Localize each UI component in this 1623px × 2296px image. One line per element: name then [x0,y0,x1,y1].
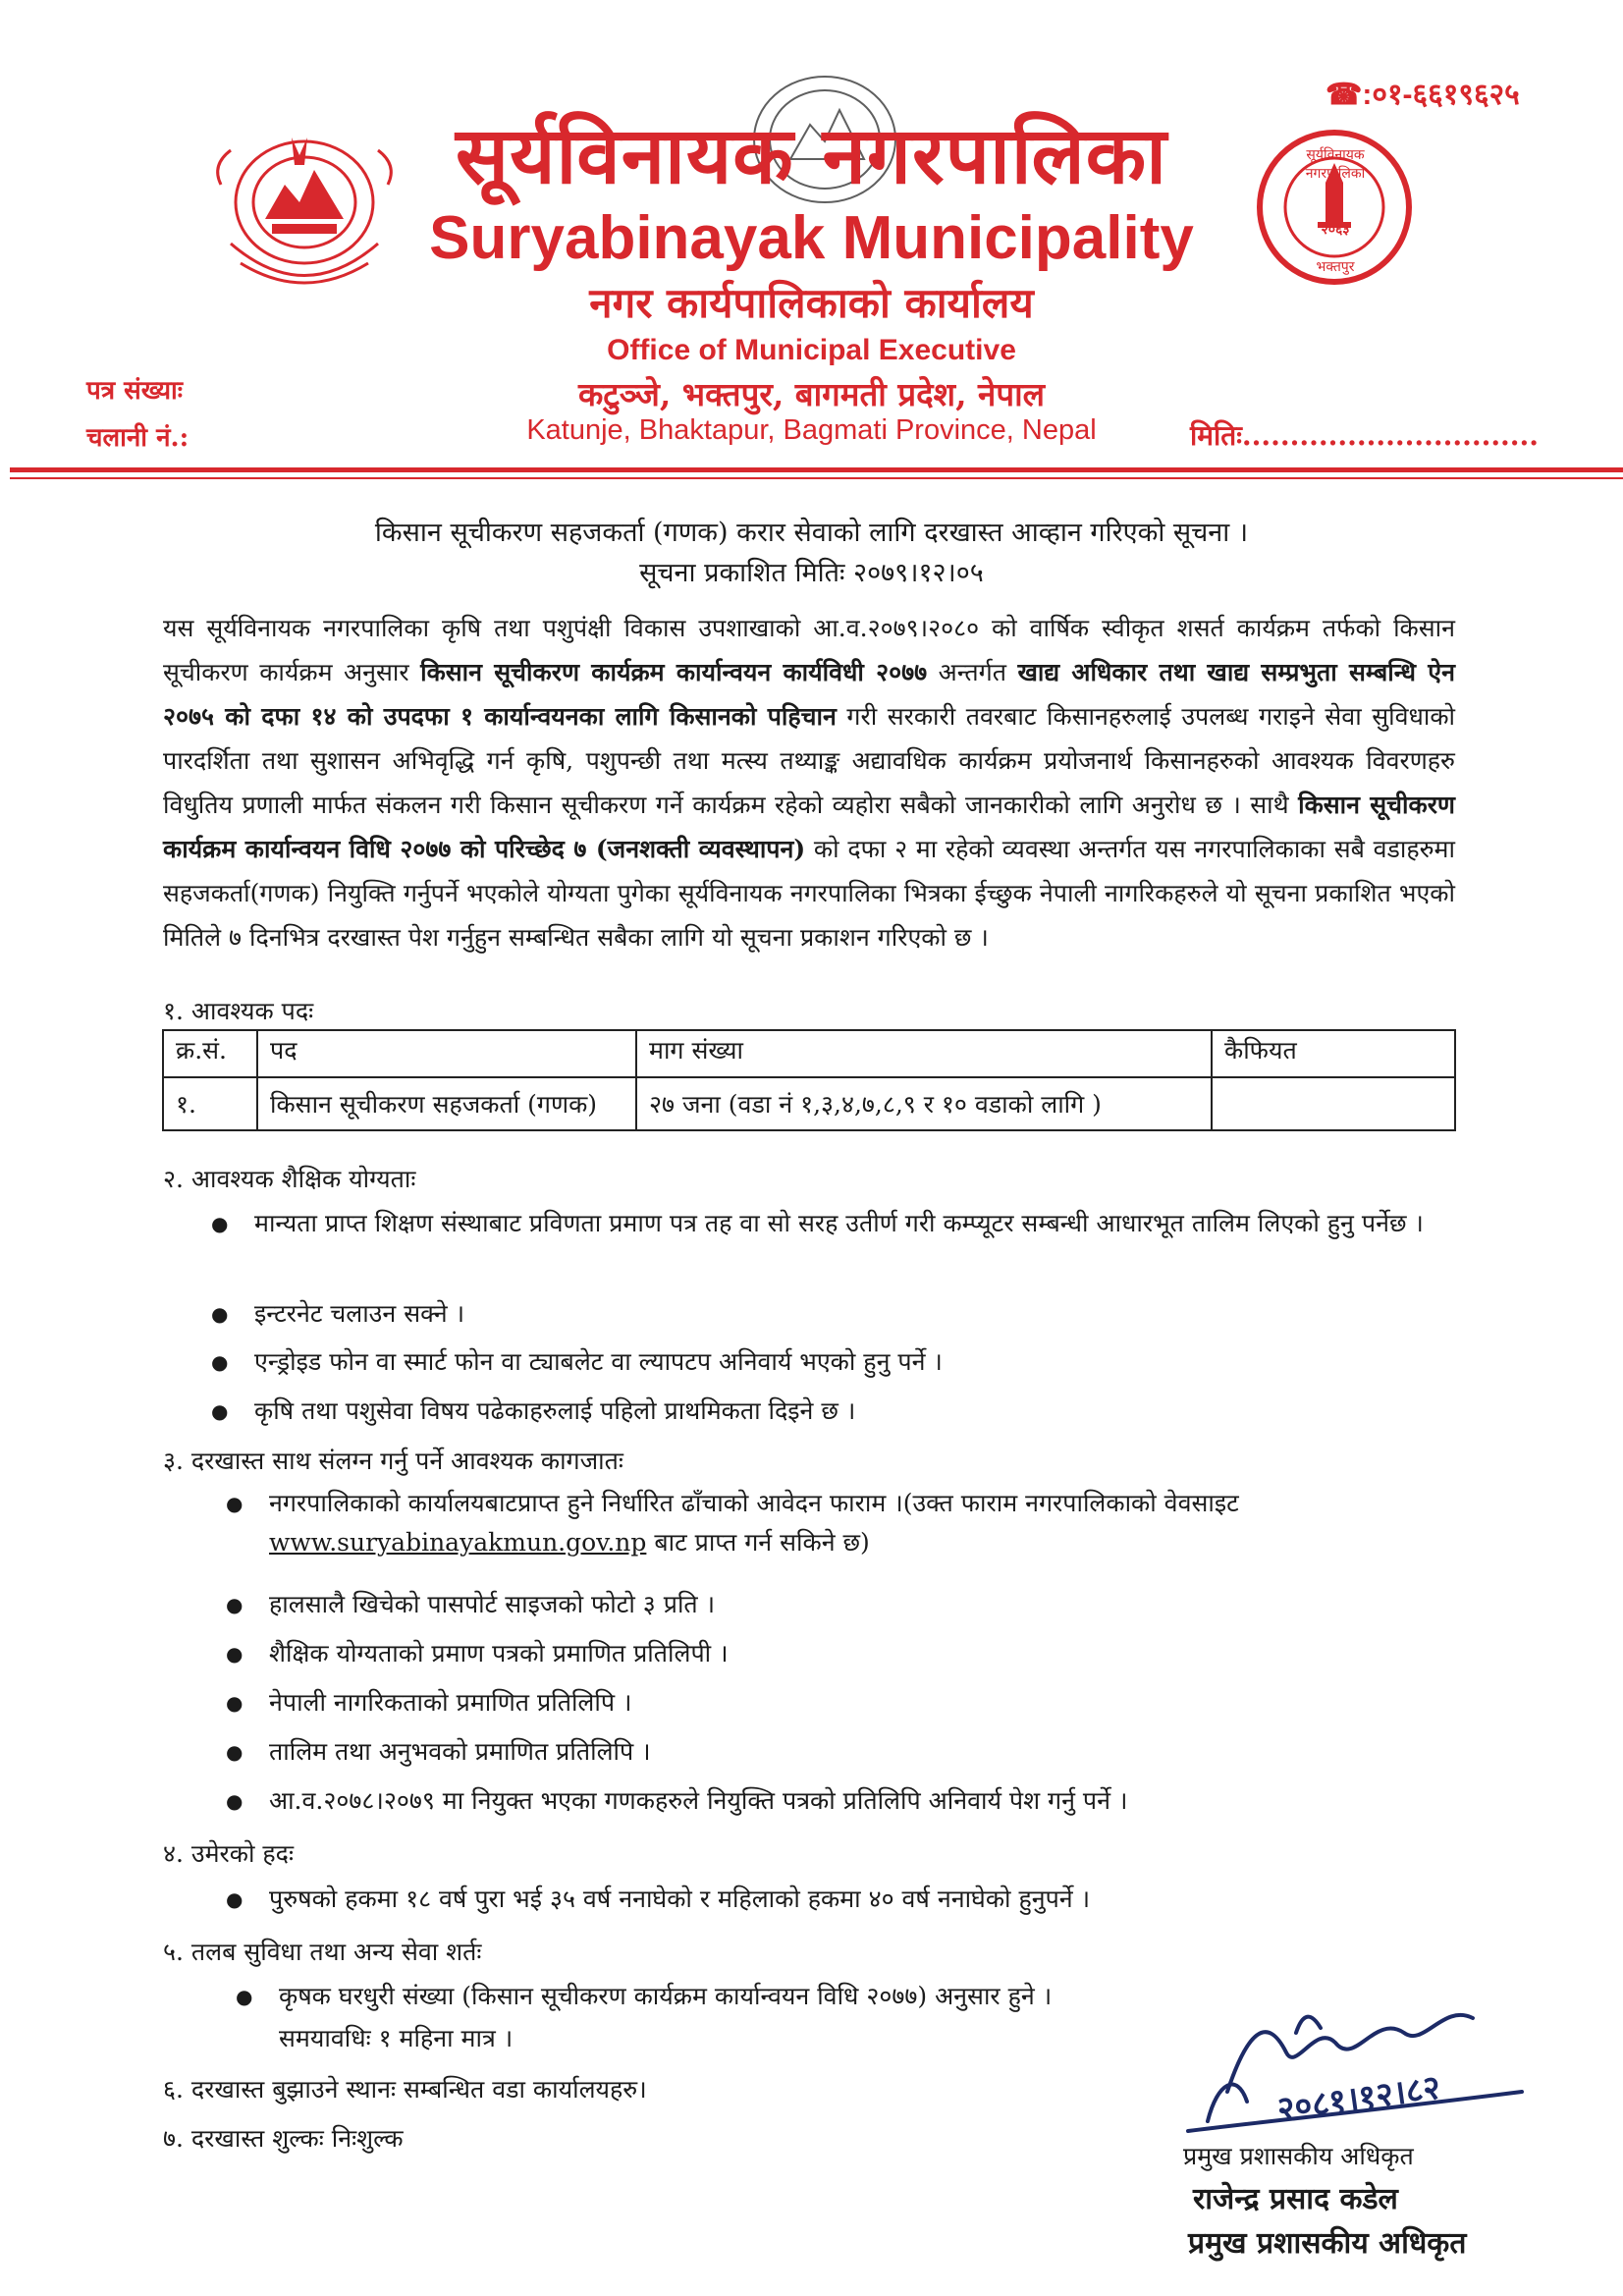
bullet-icon: ● [226,1691,243,1715]
list-item [226,1683,1463,1722]
list-item-text: तालिम तथा अनुभवको प्रमाणित प्रतिलिपि । [269,1737,651,1766]
notice-paragraph [163,606,1455,959]
list-item [211,1204,1458,1243]
bullet-icon: ● [211,1212,229,1235]
list-item-text [269,1484,1463,1562]
list-item-text: इन्टरनेट चलाउन सक्ने । [254,1299,465,1328]
dispatch-number-label: चलानी नं.: [86,423,189,453]
form-note-tail: बाट प्राप्त गर्न सकिने छ) [646,1528,870,1557]
section-6-text: ६. दरखास्त बुझाउने स्थानः सम्बन्धित वडा कार्यालयहरु। [163,2075,647,2104]
header-divider-thin [10,477,1623,479]
para-text-3: गरी सरकारी तवरबाट किसानहरुलाई उपलब्ध गराइने सेवा सुविधाको पारदर्शिता तथा सुशासन अभिवृद्धि गर्न कृषि, पशुपन्छी तथा मत्स्य तथ्याङ्क अद्यावधिक कार्यक्रम प्रयोजनार्थ किसानहरुको आवश्यक विवरणहरु विधुतिय प्रणाली मार्फत संकलन गरी किसान सूचीकरण गर्ने कार्यक्रम रहेको व्यहोरा सबैको जानकारीको लागि अनुरोध छ । साथै [163,702,1455,819]
list-item-text: नेपाली नागरिकताको प्रमाणित प्रतिलिपि । [269,1688,632,1717]
signer-title-small: प्रमुख प्रशासकीय अधिकृत [1183,2142,1414,2170]
list-item [211,1342,1458,1382]
list-item [226,1484,1463,1562]
website-link[interactable]: www.suryabinayakmun.gov.np [269,1528,647,1557]
list-item [236,1977,1217,2016]
municipality-name-en: Suryabinayak Municipality [429,204,1194,272]
bullet-icon: ● [211,1399,229,1423]
section-4-heading: ४. उमेरको हदः [163,1839,294,1868]
date-label: मितिः............................... [1190,419,1540,452]
signer-name: राजेन्द्र प्रसाद कडेल [1193,2182,1398,2216]
list-item-text: कृषि तथा पशुसेवा विषय पढेकाहरुलाई पहिलो प्राथमिकता दिइने छ । [254,1396,856,1425]
list-item-text: हालसालै खिचेको पासपोर्ट साइजको फोटो ३ प्रति । [269,1590,716,1618]
section-1-heading: १. आवश्यक पदः [163,997,314,1025]
list-item [211,1392,1458,1431]
signature-date: २०८१।१२।८२ [1274,2067,1443,2130]
section-7-text: ७. दरखास्त शुल्कः निःशुल्क [163,2124,404,2153]
published-date: सूचना प्रकाशित मितिः २०७९।१२।०५ [639,558,984,588]
table-cell: किसान सूचीकरण सहजकर्ता (गणक) [257,1077,636,1130]
bullet-icon: ● [226,1887,243,1911]
table-header-cell: कैफियत [1212,1030,1455,1077]
table-header-cell: माग संख्या [636,1030,1212,1077]
section-2-heading: २. आवश्यक शैक्षिक योग्यताः [163,1165,416,1193]
signer-title: प्रमुख प्रशासकीय अधिकृत [1188,2226,1467,2261]
table-header-cell: क्र.सं. [163,1030,257,1077]
posts-table [162,1029,1456,1131]
office-name-np: नगर कार्यपालिकाको कार्यालय [589,279,1034,327]
list-item-text: मान्यता प्राप्त शिक्षण संस्थाबाट प्रविणता प्रमाण पत्र तह वा सो सरह उतीर्ण गरी कम्प्यूटर सम्बन्धी आधारभूत तालिम लिएको हुनु पर्नेछ । [254,1209,1424,1237]
bullet-icon: ● [226,1789,243,1813]
logo-place: भक्तपुर [1316,259,1355,275]
list-item-text: एन्ड्रोइड फोन वा स्मार्ट फोन वा ट्याबलेट वा ल्यापटप अनिवार्य भएको हुनु पर्ने । [254,1347,943,1376]
bullet-icon: ● [211,1350,229,1374]
list-item [226,1880,1463,1919]
bullet-icon: ● [226,1492,243,1515]
section-3-heading: ३. दरखास्त साथ संलग्न गर्नु पर्ने आवश्यक कागजातः [163,1447,623,1475]
bullet-icon: ● [226,1593,243,1616]
letter-number-label: पत्र संख्याः [86,376,184,406]
table-row [163,1077,1455,1130]
list-item [226,1585,1463,1624]
phone-number: ☎:०१-६६१९६२५ [1325,79,1520,111]
table-cell [1212,1077,1455,1130]
section-5-heading: ५. तलब सुविधा तथा अन्य सेवा शर्तः [163,1938,482,1966]
logo-circle-text: सूर्यविनायक नगरपालिका [1305,147,1366,182]
bullet-icon: ● [226,1740,243,1764]
list-item-text: कृषक घरधुरी संख्या (किसान सूचीकरण कार्यक्रम कार्यान्वयन विधि २०७७) अनुसार हुने । [279,1982,1053,2010]
para-bold-3: किसान सूचीकरण कार्यक्रम कार्यान्वयन विधि २०७७ को परिच्छेद ७ (जनशक्ती व्यवस्थापन) [163,791,1455,863]
bullet-icon: ● [236,1985,253,2008]
list-item [226,1732,1463,1772]
para-bold-2: खाद्य अधिकार तथा खाद्य सम्प्रभुता सम्बन्धि ऐन २०७५ को दफा १४ को उपदफा १ कार्यान्वयनका लागि किसानको पहिचान [163,658,1455,731]
bullet-icon: ● [226,1642,243,1666]
table-header-row [163,1030,1455,1077]
list-item [226,1781,1463,1821]
table-header-cell: पद [257,1030,636,1077]
municipality-name-np: सूर्यविनायक नगरपालिका [456,109,1167,201]
para-text-4: को दफा २ मा रहेको व्यवस्था अन्तर्गत यस नगरपालिकाका सबै वडाहरुमा सहजकर्ता(गणक) नियुक्ति गर्नुपर्ने भएकोले योग्यता पुगेका सूर्यविनायक नगरपालिका भित्रका ईच्छुक नेपाली नागरिकहरुले यो सूचना प्रकाशित भएको मितिले ७ दिनभित्र दरखास्त पेश गर्नुहुन सम्बन्धित सबैका लागि यो सूचना प्रकाशन गरिएको छ । [163,835,1455,952]
logo-year: २०६३ [1321,222,1350,238]
list-item [226,1634,1463,1673]
para-text-1: यस सूर्यविनायक नगरपालिका कृषि तथा पशुपंक्षी विकास उपशाखाको आ.व.२०७९।२०८० को वार्षिक स्वीकृत शसर्त कार्यक्रम तर्फको किसान सूचीकरण कार्यक्रम अनुसार [163,614,1455,686]
header-divider [10,467,1623,472]
list-item [211,1294,1458,1334]
para-text-2: अन्तर्गत [927,658,1018,686]
list-item-text: आ.व.२०७८।२०७९ मा नियुक्त भएका गणकहरुले नियुक्ति पत्रको प्रतिलिपि अनिवार्य पेश गर्नु पर्ने । [269,1786,1128,1815]
address-np: कटुञ्जे, भक्तपुर, बागमती प्रदेश, नेपाल [577,375,1046,413]
form-note-text: नगरपालिकाको कार्यालयबाटप्राप्त हुने निर्धारित ढाँचाको आवेदन फाराम ।(उक्त फाराम नगरपालिकाको वेवसाइट [269,1489,1239,1517]
table-cell: २७ जना (वडा नं १,३,४,७,८,९ र १० वडाको लागि ) [636,1077,1212,1130]
list-item-text: पुरुषको हकमा १८ वर्ष पुरा भई ३५ वर्ष ननाघेको र महिलाको हकमा ४० वर्ष ननाघेको हुनुपर्ने । [269,1885,1091,1913]
duration-text: समयावधिः १ महिना मात्र । [279,2024,514,2052]
notice-title: किसान सूचीकरण सहजकर्ता (गणक) करार सेवाको लागि दरखास्त आव्हान गरिएको सूचना । [374,518,1249,548]
para-bold-1: किसान सूचीकरण कार्यक्रम कार्यान्वयन कार्यविधी २०७७ [420,658,928,686]
table-cell: १. [163,1077,257,1130]
bullet-icon: ● [211,1302,229,1326]
address-en: Katunje, Bhaktapur, Bagmati Province, Nepal [526,414,1097,446]
office-name-en: Office of Municipal Executive [607,334,1016,366]
list-item-text: शैक्षिक योग्यताको प्रमाण पत्रको प्रमाणित प्रतिलिपी । [269,1639,729,1667]
